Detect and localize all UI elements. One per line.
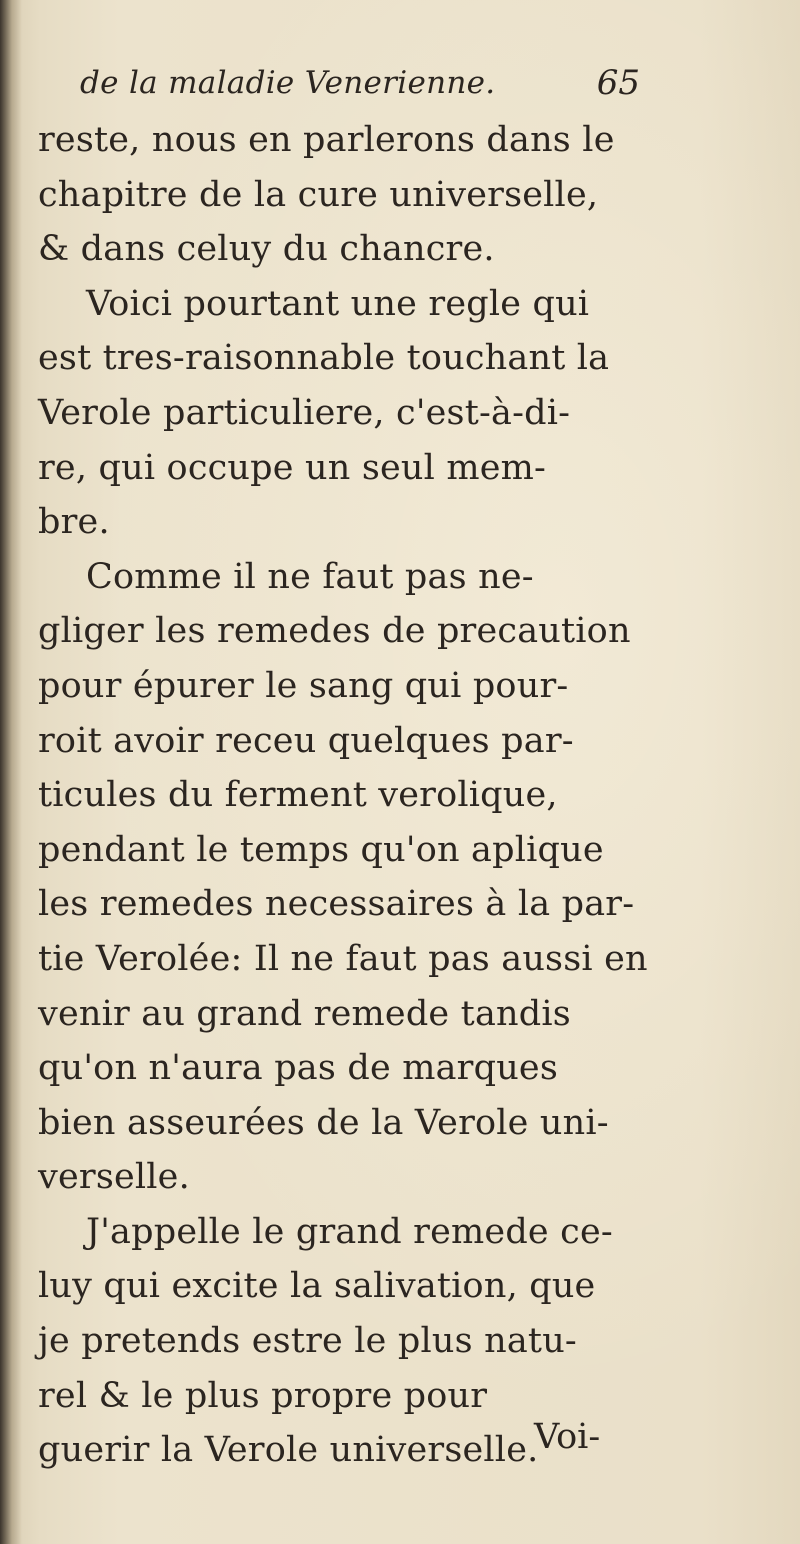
text-line: venir au grand remede tandis — [38, 993, 571, 1034]
text-line: qu'on n'aura pas de marques — [38, 1048, 559, 1089]
text-line: reste, nous en parlerons dans le — [38, 120, 615, 160]
text-line: les remedes necessaires à la par- — [38, 884, 635, 925]
text-line: tie Verolée: Il ne faut pas aussi en — [38, 938, 648, 979]
page-number: 65 — [596, 63, 640, 103]
paragraph-first-line: Voici pourtant une regle qui — [86, 283, 590, 324]
text-line: guerir la Verole universelle. — [38, 1430, 539, 1471]
text-line: chapitre de la cure universelle, — [38, 174, 599, 215]
text-line: luy qui excite la salivation, que — [38, 1266, 596, 1307]
text-line: & dans celuy du chancre. — [38, 229, 495, 270]
text-line: rel & le plus propre pour — [38, 1375, 488, 1416]
text-line: gliger les remedes de precaution — [38, 611, 631, 652]
text-line: verselle. — [38, 1157, 190, 1198]
catchword: Voi- — [534, 1417, 601, 1457]
paragraph-first-line: Comme il ne faut pas ne- — [86, 556, 534, 597]
text-line: pendant le temps qu'on aplique — [38, 829, 604, 870]
text-line: roit avoir receu quelques par- — [38, 720, 574, 761]
text-line: bre. — [38, 502, 110, 543]
text-line: je pretends estre le plus natu- — [38, 1321, 577, 1362]
page-gutter — [0, 0, 22, 1544]
text-line: ticules du ferment verolique, — [38, 775, 558, 816]
text-line: est tres-raisonnable touchant la — [38, 338, 610, 379]
body-text — [38, 113, 648, 1478]
text-line: bien asseurées de la Verole uni- — [38, 1102, 609, 1143]
paragraph-first-line: J'appelle le grand remede ce- — [86, 1211, 613, 1252]
text-line: re, qui occupe un seul mem- — [38, 447, 547, 488]
text-line: Verole particuliere, c'est-à-di- — [38, 392, 571, 433]
page-header — [80, 58, 640, 108]
running-title: de la maladie Venerienne. — [80, 65, 496, 101]
text-line: pour épurer le sang qui pour- — [38, 665, 569, 706]
